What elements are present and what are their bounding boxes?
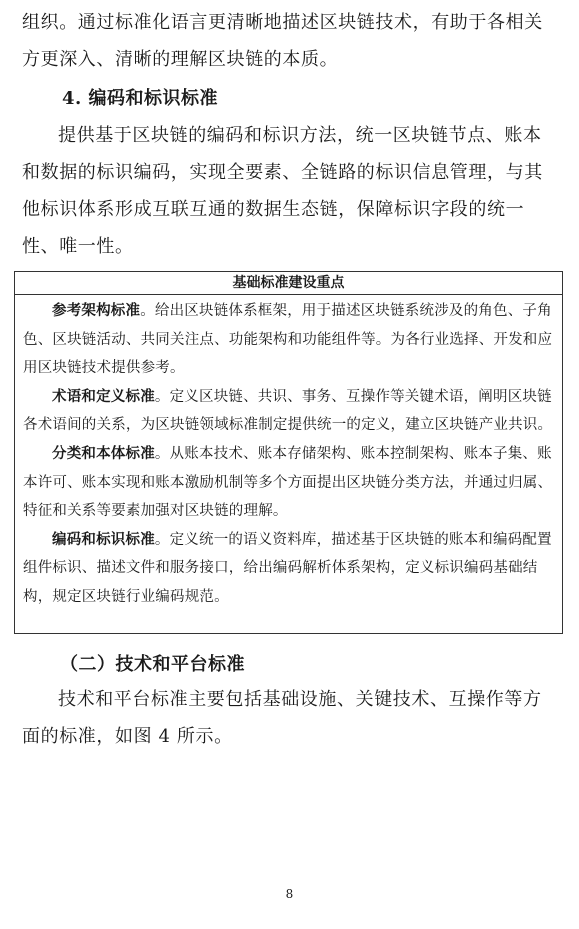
section-2-heading: （二）技术和平台标准 <box>60 654 245 675</box>
section-4-paragraph: 提供基于区块链的编码和标识方法，统一区块链节点、账本和数据的标识编码，实现全要素、全链路的标识信息管理，与其他标识体系形成互联互通的数据生态链，保障标识字段的统一性、唯一性。 <box>22 125 543 257</box>
box-item-coding <box>23 526 554 612</box>
intro-paragraph: 组织。通过标准化语言更清晰地描述区块链技术，有助于各相关方更深入、清晰的理解区块链的本质。 <box>22 12 543 70</box>
box-item-text: 。给出区块链体系框架，用于描述区块链系统涉及的角色、子角色、区块链活动、共同关注点、功能架构和功能组件等。为各行业选择、开发和应用区块链技术提供参考。 <box>23 303 553 377</box>
box-item-text: 。定义统一的语义资料库，描述基于区块链的账本和编码配置组件标识、描述文件和服务接口，给出编码解析体系架构，定义标识编码基础结构，规定区块链行业编码规范。 <box>23 531 552 605</box>
box-item-term: 参考架构标准 <box>52 302 141 319</box>
box-item-text: 。从账本技术、账本存储架构、账本控制架构、账本子集、账本许可、账本实现和账本激励机制等多个方面提出区块链分类方法，并通过归属、特征和关系等要素加强对区块链的理解。 <box>23 445 553 520</box>
box-item-text: 。定义区块链、共识、事务、互操作等关键术语，阐明区块链各术语间的关系，为区块链领域标准制定提供统一的定义，建立区块链产业共识。 <box>23 388 553 434</box>
box-item-terminology <box>23 383 554 440</box>
box-item-reference-architecture <box>23 297 554 383</box>
section-4-heading: 4. 编码和标识标准 <box>62 88 219 109</box>
box-body <box>15 295 562 612</box>
box-title: 基础标准建设重点 <box>15 272 562 295</box>
page-number: 8 <box>285 887 294 901</box>
box-item-classification <box>23 440 554 526</box>
section-2-paragraph: 技术和平台标准主要包括基础设施、关键技术、互操作等方面的标准，如图 4 所示。 <box>22 689 542 747</box>
box-item-term: 编码和标识标准 <box>52 530 155 548</box>
box-item-term: 分类和本体标准 <box>52 444 155 462</box>
box-item-term: 术语和定义标准 <box>52 387 155 405</box>
key-points-box <box>14 271 563 634</box>
